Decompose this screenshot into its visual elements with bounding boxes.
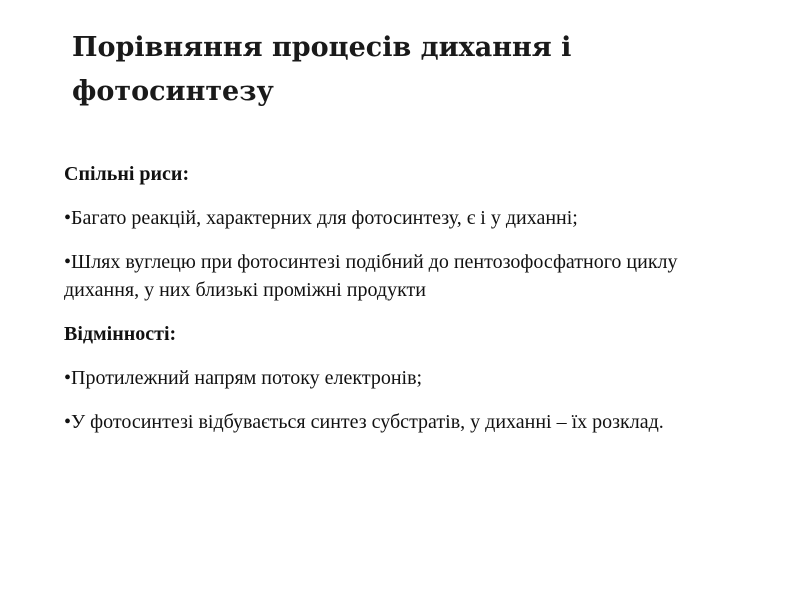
bullet-text: Багато реакцій, характерних для фотосинтезу, є і у диханні;: [71, 207, 578, 229]
slide-body: [64, 160, 744, 452]
slide-title: Порівняння процесів дихання і фотосинтезу: [72, 32, 572, 107]
bullet-text: Шлях вуглецю при фотосинтезі подібний до пентозофосфатного циклу дихання, у них близькі проміжні продукти: [64, 251, 678, 301]
section-heading-common: Спільні риси:: [64, 163, 190, 185]
bullet-text: У фотосинтезі відбувається синтез субстратів, у диханні – їх розклад.: [71, 411, 664, 433]
bullet-marker: •: [64, 207, 72, 229]
section-heading-differences: Відмінності:: [64, 323, 177, 345]
bullet-marker: •: [64, 251, 72, 273]
bullet-text: Протилежний напрям потоку електронів;: [71, 367, 423, 389]
bullet-item: [64, 364, 744, 392]
bullet-marker: •: [64, 367, 72, 389]
bullet-item: [64, 408, 744, 436]
bullet-marker: •: [64, 411, 72, 433]
bullet-item: [64, 204, 744, 232]
bullet-item: [64, 248, 744, 304]
